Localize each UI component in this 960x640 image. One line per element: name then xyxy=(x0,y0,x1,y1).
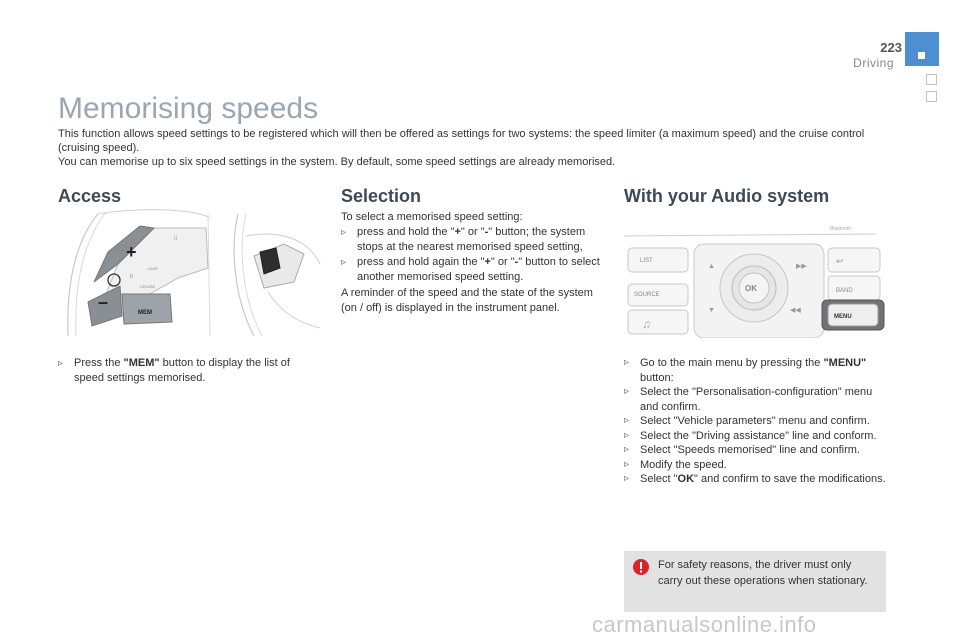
bullet-arrow-icon: ▹ xyxy=(341,257,347,268)
section-tab[interactable] xyxy=(926,91,937,102)
audio-step xyxy=(624,458,886,473)
tab-marker-icon xyxy=(918,52,925,59)
list-label: LIST xyxy=(640,258,653,264)
media-note-icon: ♫ xyxy=(642,317,651,331)
bullet-arrow-icon: ▹ xyxy=(341,227,347,238)
down-arrow-icon: ▼ xyxy=(708,307,715,314)
plus-symbol: + xyxy=(484,256,491,268)
bullet-arrow-icon: ▹ xyxy=(624,357,630,368)
audio-step-text: button: xyxy=(640,371,674,384)
fast-forward-icon: ▶▶ xyxy=(796,263,807,270)
mem-button-name: "MEM" xyxy=(123,357,160,369)
back-arrow-icon: ↩ xyxy=(836,256,844,266)
audio-step xyxy=(624,443,886,458)
rewind-icon: ◀◀ xyxy=(790,307,801,314)
minus-symbol: - xyxy=(514,256,519,268)
intro-text xyxy=(58,127,888,169)
minus-label: – xyxy=(98,292,109,312)
selection-text: " or " xyxy=(460,226,485,238)
selection-text: " button; the system stops at the nearest memorised speed setting, xyxy=(357,226,586,253)
audio-step-text: Go to the main menu by pressing the xyxy=(640,357,824,369)
audio-step-text: Select "Vehicle parameters" menu and confirm. xyxy=(640,415,870,427)
safety-note-text: For safety reasons, the driver must only carry out these operations when stationary. xyxy=(658,559,868,587)
intro-paragraph: This function allows speed settings to be registered which will then be offered as settings for two systems: the speed limiter (a maximum speed) and the cruise control (cruising speed). xyxy=(58,128,865,154)
selection-body xyxy=(341,210,605,316)
selection-heading: Selection xyxy=(341,186,422,206)
selection-text: " or " xyxy=(490,256,515,268)
bullet-arrow-icon: ▹ xyxy=(624,473,630,484)
limit-label: LIMIT xyxy=(148,266,159,271)
audio-system-illustration xyxy=(624,214,886,338)
warning-icon xyxy=(633,559,649,575)
menu-label: MENU xyxy=(834,314,852,320)
audio-step-text: Select the "Personalisation-configuration" menu and confirm. xyxy=(640,386,873,413)
selection-lead: To select a memorised speed setting: xyxy=(341,211,523,223)
section-tab-active[interactable] xyxy=(905,32,939,66)
audio-step-text: Select the "Driving assistance" line and conform. xyxy=(640,429,877,442)
audio-step-text: " and confirm to save the modifications. xyxy=(694,473,886,485)
audio-step xyxy=(624,414,886,429)
selection-reminder: A reminder of the speed and the state of the system (on / off) is displayed in the instrument panel. xyxy=(341,287,593,314)
audio-step-text: Select " xyxy=(640,473,678,485)
plus-label: + xyxy=(126,242,137,262)
bullet-arrow-icon: ▹ xyxy=(58,358,64,369)
selection-step xyxy=(341,255,605,285)
menu-button-name: "MENU" xyxy=(823,357,867,369)
watermark: carmanualsonline.info xyxy=(592,612,817,637)
access-heading: Access xyxy=(58,186,122,206)
selection-text: press and hold the " xyxy=(357,226,455,238)
access-instruction xyxy=(58,356,316,386)
cruise-label: CRUISE xyxy=(140,284,156,289)
bullet-arrow-icon: ▹ xyxy=(624,458,630,470)
audio-step xyxy=(624,429,886,444)
access-text: Press the xyxy=(74,357,124,369)
selection-step xyxy=(341,225,605,255)
bullet-arrow-icon: ▹ xyxy=(624,415,630,426)
up-arrow-icon: ▲ xyxy=(708,263,715,270)
ok-label: OK xyxy=(745,284,757,293)
audio-step xyxy=(624,356,886,385)
bullet-arrow-icon: ▹ xyxy=(624,429,630,441)
page-title: Memorising speeds xyxy=(58,92,319,125)
minus-symbol: - xyxy=(484,226,489,238)
plus-symbol: + xyxy=(454,226,461,238)
audio-step-text: Modify the speed. xyxy=(640,458,727,471)
bluetooth-label: Bluetooth xyxy=(830,226,852,232)
section-tab[interactable] xyxy=(926,74,937,85)
page-number: 223 xyxy=(880,40,902,55)
pause-label: II xyxy=(174,236,178,242)
zero-label: 0 xyxy=(130,274,133,280)
audio-heading: With your Audio system xyxy=(624,186,830,206)
intro-paragraph: You can memorise up to six speed settings in the system. By default, some speed settings are already memorised. xyxy=(58,156,616,168)
selection-text: " button to select another memorised speed setting. xyxy=(357,256,600,283)
band-label: BAND xyxy=(836,288,853,294)
audio-step-text: Select "Speeds memorised" line and confirm. xyxy=(640,444,860,456)
section-label: Driving xyxy=(853,56,894,70)
mem-label: MEM xyxy=(138,310,152,316)
audio-steps xyxy=(624,356,886,487)
source-label: SOURCE xyxy=(634,292,660,298)
access-text: button to display the list of speed settings memorised. xyxy=(74,357,290,384)
steering-wheel-illustration xyxy=(58,208,322,338)
bullet-arrow-icon: ▹ xyxy=(624,444,630,455)
bullet-arrow-icon: ▹ xyxy=(624,386,630,397)
audio-step xyxy=(624,472,886,487)
ok-button-name: OK xyxy=(677,473,695,485)
selection-text: press and hold again the " xyxy=(357,256,485,268)
audio-step xyxy=(624,385,886,414)
